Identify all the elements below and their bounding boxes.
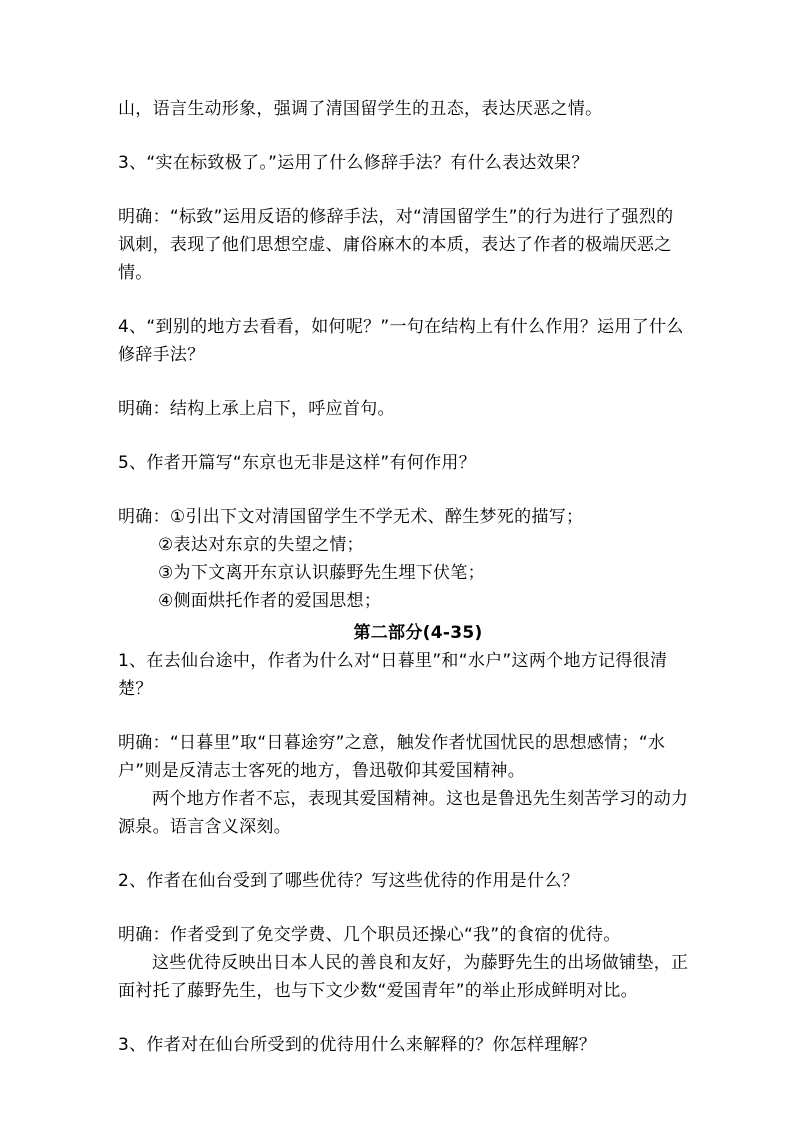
answer-4: 明确：结构上承上启下，呼应首句。	[118, 399, 395, 419]
part2-answer-2-continued: 这些优待反映出日本人民的善良和友好，为藤野先生的出场做铺垫，正面衬托了藤野先生，也与下文少数“爱国青年”的举止形成鲜明对比。	[118, 953, 689, 1001]
document-page	[118, 95, 690, 1059]
part2-answer-1-continued: 两个地方作者不忘，表现其爱国精神。这也是鲁迅先生刻苦学习的动力源泉。语言含义深刻。	[118, 789, 689, 837]
part2-answer-2: 明确：作者受到了免交学费、几个职员还操心“我”的食宿的优待。	[118, 925, 621, 945]
answer-3: 明确：“标致”运用反语的修辞手法，对“清国留学生”的行为进行了强烈的讽刺，表现了他们思想空虚、庸俗麻木的本质，表达了作者的极端厌恶之情。	[118, 207, 674, 283]
part2-answer-1: 明确：“日暮里”取“日暮途穷”之意，触发作者忧国忧民的思想感情；“水户”则是反清志士客死的地方，鲁迅敬仰其爱国精神。	[118, 733, 666, 781]
answer-5-item-3: ③为下文离开东京认识藤野先生埋下伏笔；	[158, 563, 485, 583]
question-5: 5、作者开篇写“东京也无非是这样”有何作用？	[118, 453, 477, 473]
section-title: 第二部分(4-35)	[353, 623, 483, 643]
answer-5: 明确：①引出下文对清国留学生不学无术、醉生梦死的描写；	[118, 507, 584, 527]
paragraph-intro-continuation: 山，语言生动形象，强调了清国留学生的丑态，表达厌恶之情。	[118, 99, 603, 119]
question-4: 4、“到别的地方去看看，如何呢？”一句在结构上有什么作用？运用了什么修辞手法？	[118, 317, 684, 365]
question-3: 3、“实在标致极了。”运用了什么修辞手法？有什么表达效果？	[118, 153, 589, 173]
part2-question-3: 3、作者对在仙台所受到的优待用什么来解释的？你怎样理解？	[118, 1035, 597, 1055]
part2-question-1: 1、在去仙台途中，作者为什么对“日暮里”和“水户”这两个地方记得很清楚？	[118, 651, 668, 699]
answer-5-item-2: ②表达对东京的失望之情；	[158, 535, 364, 555]
part2-question-2: 2、作者在仙台受到了哪些优待？写这些优待的作用是什么？	[118, 871, 579, 891]
answer-5-item-4: ④侧面烘托作者的爱国思想；	[158, 591, 382, 611]
